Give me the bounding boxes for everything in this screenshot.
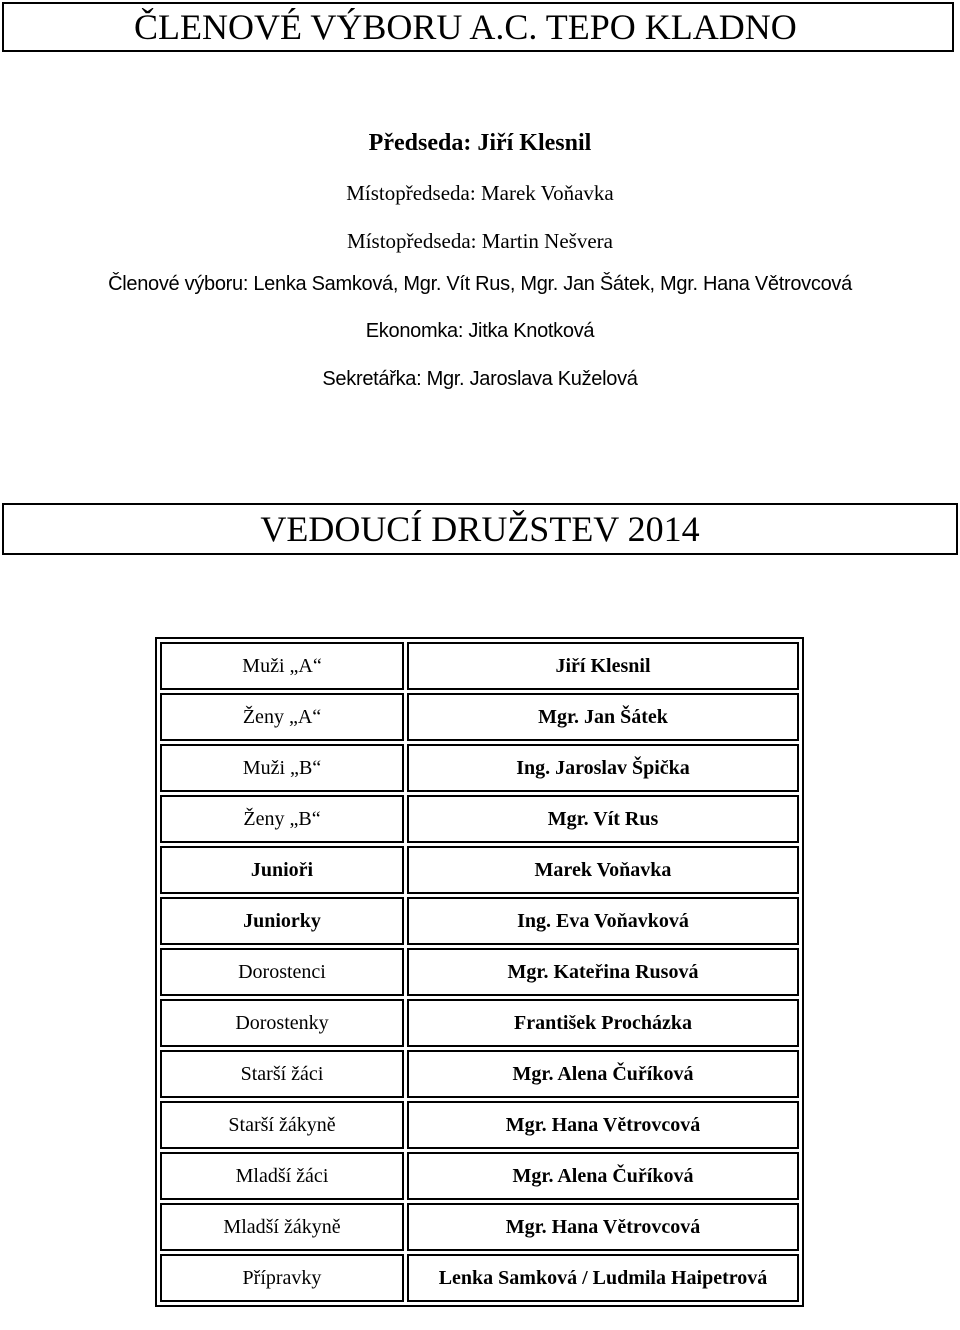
team-name-cell: Mladší žákyně — [160, 1203, 404, 1251]
economist-line: Ekonomka: Jitka Knotková — [365, 320, 595, 342]
team-leader-cell: Jiří Klesnil — [407, 642, 799, 690]
table-row — [160, 795, 799, 843]
vice-chair-line-2: Místopředseda: Martin Nešvera — [347, 229, 613, 253]
team-name-cell: Přípravky — [160, 1254, 404, 1302]
table-row — [160, 642, 799, 690]
team-name-cell: Mladší žáci — [160, 1152, 404, 1200]
section-title: VEDOUCÍ DRUŽSTEV 2014 — [260, 509, 700, 549]
vice-chair-line-1: Místopředseda: Marek Voňavka — [346, 181, 614, 205]
team-leader-cell: Mgr. Vít Rus — [407, 795, 799, 843]
team-name-cell: Dorostenci — [160, 948, 404, 996]
team-name-cell: Muži „B“ — [160, 744, 404, 792]
team-name-cell: Dorostenky — [160, 999, 404, 1047]
team-name-cell: Muži „A“ — [160, 642, 404, 690]
table-row — [160, 1203, 799, 1251]
table-row — [160, 1152, 799, 1200]
secretary-line: Sekretářka: Mgr. Jaroslava Kuželová — [322, 368, 638, 390]
team-leader-cell: Marek Voňavka — [407, 846, 799, 894]
table-row — [160, 999, 799, 1047]
page-title: ČLENOVÉ VÝBORU A.C. TEPO KLADNO — [134, 7, 797, 47]
page-title-box — [2, 2, 954, 52]
table-row — [160, 897, 799, 945]
team-leader-cell: František Procházka — [407, 999, 799, 1047]
committee-members-line: Členové výboru: Lenka Samková, Mgr. Vít Rus, Mgr. Jan Šátek, Mgr. Hana Větrovcová — [108, 273, 852, 295]
team-name-cell: Junioři — [160, 846, 404, 894]
table-row — [160, 948, 799, 996]
team-leader-cell: Mgr. Hana Větrovcová — [407, 1101, 799, 1149]
team-name-cell: Starší žákyně — [160, 1101, 404, 1149]
team-leader-cell: Mgr. Hana Větrovcová — [407, 1203, 799, 1251]
table-row — [160, 1101, 799, 1149]
team-leaders-table — [155, 637, 804, 1307]
table-row — [160, 693, 799, 741]
team-leader-cell: Mgr. Kateřina Rusová — [407, 948, 799, 996]
team-leader-cell: Lenka Samková / Ludmila Haipetrová — [407, 1254, 799, 1302]
team-leader-cell: Mgr. Alena Čuříková — [407, 1152, 799, 1200]
section-title-box — [2, 503, 958, 555]
team-name-cell: Ženy „B“ — [160, 795, 404, 843]
team-leader-cell: Mgr. Jan Šátek — [407, 693, 799, 741]
table-row — [160, 744, 799, 792]
table-row — [160, 846, 799, 894]
chairman-line: Předseda: Jiří Klesnil — [368, 130, 592, 156]
team-name-cell: Juniorky — [160, 897, 404, 945]
team-leader-cell: Ing. Eva Voňavková — [407, 897, 799, 945]
team-leader-cell: Ing. Jaroslav Špička — [407, 744, 799, 792]
team-leader-cell: Mgr. Alena Čuříková — [407, 1050, 799, 1098]
table-row — [160, 1050, 799, 1098]
team-name-cell: Starší žáci — [160, 1050, 404, 1098]
table-row — [160, 1254, 799, 1302]
team-name-cell: Ženy „A“ — [160, 693, 404, 741]
